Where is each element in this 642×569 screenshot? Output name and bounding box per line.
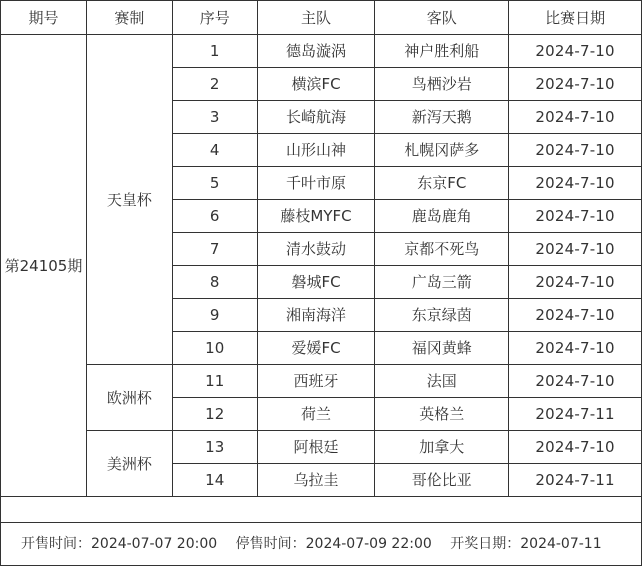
away-team-cell: 加拿大 [375, 431, 509, 464]
header-competition: 赛制 [86, 1, 172, 35]
away-team-cell: 东京FC [375, 167, 509, 200]
number-cell: 12 [172, 398, 257, 431]
away-team-cell: 札幌冈萨多 [375, 134, 509, 167]
spacer-row [1, 497, 642, 523]
match-date-cell: 2024-7-11 [509, 398, 642, 431]
number-cell: 4 [172, 134, 257, 167]
header-number: 序号 [172, 1, 257, 35]
home-team-cell: 藤枝MYFC [257, 200, 375, 233]
sale-end-time: 停售时间：2024-07-09 22:00 [235, 536, 432, 552]
draw-date: 开奖日期：2024-07-11 [450, 536, 602, 552]
match-date-cell: 2024-7-10 [509, 35, 642, 68]
away-team-cell: 东京绿茵 [375, 299, 509, 332]
header-period: 期号 [1, 1, 87, 35]
away-team-cell: 哥伦比亚 [375, 464, 509, 497]
table-row [1, 431, 642, 464]
number-cell: 6 [172, 200, 257, 233]
table-row [1, 365, 642, 398]
number-cell: 14 [172, 464, 257, 497]
header-home-team: 主队 [257, 1, 375, 35]
number-cell: 5 [172, 167, 257, 200]
match-date-cell: 2024-7-10 [509, 101, 642, 134]
number-cell: 10 [172, 332, 257, 365]
header-row [1, 1, 642, 35]
match-date-cell: 2024-7-10 [509, 167, 642, 200]
header-away-team: 客队 [375, 1, 509, 35]
number-cell: 13 [172, 431, 257, 464]
number-cell: 3 [172, 101, 257, 134]
match-date-cell: 2024-7-10 [509, 68, 642, 101]
match-date-cell: 2024-7-10 [509, 365, 642, 398]
match-date-cell: 2024-7-10 [509, 431, 642, 464]
home-team-cell: 西班牙 [257, 365, 375, 398]
footer-cell [1, 523, 642, 566]
number-cell: 8 [172, 266, 257, 299]
home-team-cell: 磐城FC [257, 266, 375, 299]
match-date-cell: 2024-7-10 [509, 299, 642, 332]
away-team-cell: 福冈黄蜂 [375, 332, 509, 365]
number-cell: 11 [172, 365, 257, 398]
number-cell: 1 [172, 35, 257, 68]
home-team-cell: 长崎航海 [257, 101, 375, 134]
home-team-cell: 横滨FC [257, 68, 375, 101]
competition-cell: 欧洲杯 [86, 365, 172, 431]
match-date-cell: 2024-7-10 [509, 233, 642, 266]
away-team-cell: 京都不死鸟 [375, 233, 509, 266]
match-date-cell: 2024-7-10 [509, 200, 642, 233]
match-date-cell: 2024-7-10 [509, 266, 642, 299]
away-team-cell: 神户胜利船 [375, 35, 509, 68]
match-date-cell: 2024-7-10 [509, 332, 642, 365]
away-team-cell: 广岛三箭 [375, 266, 509, 299]
away-team-cell: 法国 [375, 365, 509, 398]
sale-start-time: 开售时间：2024-07-07 20:00 [21, 536, 218, 552]
home-team-cell: 乌拉圭 [257, 464, 375, 497]
home-team-cell: 清水鼓动 [257, 233, 375, 266]
header-match-date: 比赛日期 [509, 1, 642, 35]
home-team-cell: 湘南海洋 [257, 299, 375, 332]
match-date-cell: 2024-7-10 [509, 134, 642, 167]
number-cell: 7 [172, 233, 257, 266]
footer-row [1, 523, 642, 566]
competition-cell: 美洲杯 [86, 431, 172, 497]
away-team-cell: 新泻天鹅 [375, 101, 509, 134]
away-team-cell: 鸟栖沙岩 [375, 68, 509, 101]
match-date-cell: 2024-7-11 [509, 464, 642, 497]
home-team-cell: 阿根廷 [257, 431, 375, 464]
home-team-cell: 德岛漩涡 [257, 35, 375, 68]
competition-cell: 天皇杯 [86, 35, 172, 365]
home-team-cell: 荷兰 [257, 398, 375, 431]
number-cell: 9 [172, 299, 257, 332]
period-cell: 第24105期 [1, 35, 87, 497]
home-team-cell: 爱媛FC [257, 332, 375, 365]
home-team-cell: 千叶市原 [257, 167, 375, 200]
number-cell: 2 [172, 68, 257, 101]
home-team-cell: 山形山神 [257, 134, 375, 167]
away-team-cell: 英格兰 [375, 398, 509, 431]
table-row [1, 35, 642, 68]
spacer-cell [1, 497, 642, 523]
away-team-cell: 鹿岛鹿角 [375, 200, 509, 233]
